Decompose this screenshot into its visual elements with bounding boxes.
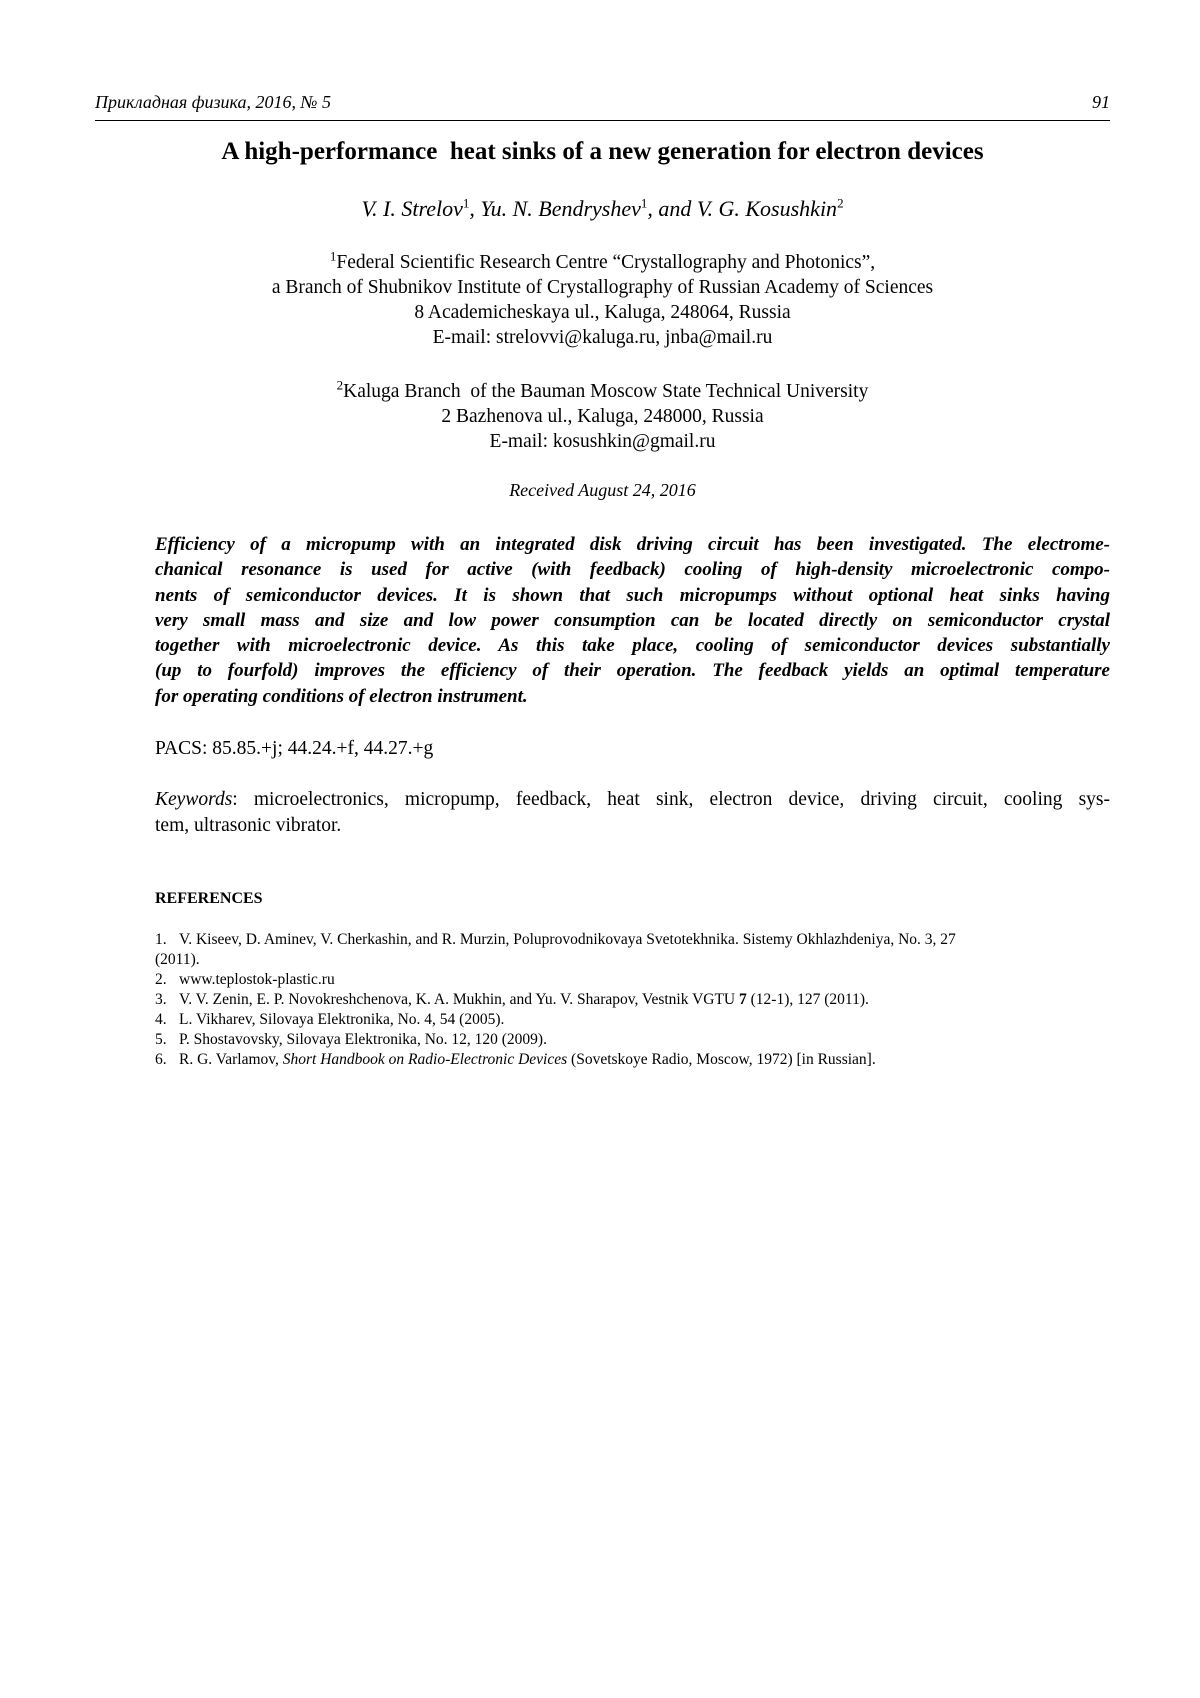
reference-number: 6. xyxy=(155,1051,167,1068)
affiliation-address: 8 Academicheskaya ul., Kaluga, 248064, Russia xyxy=(414,302,791,323)
reference-number: 1. xyxy=(155,931,167,948)
reference-text: (Sovetskoye Radio, Moscow, 1972) [in Russian]. xyxy=(567,1051,876,1068)
pacs-codes: PACS: 85.85.+j; 44.24.+f, 44.27.+g xyxy=(155,738,434,759)
abstract-line: nents of semiconductor devices. It is shown that such micropumps without optional heat sinks having xyxy=(155,584,1110,606)
reference-text: www.teplostok-plastic.ru xyxy=(179,971,335,988)
journal-citation: Прикладная физика, 2016, № 5 xyxy=(95,92,331,112)
author-name: Yu. N. Bendryshev xyxy=(480,196,641,221)
author-list xyxy=(95,196,1110,222)
reference-text: V. Kiseev, D. Aminev, V. Cherkashin, and R. Murzin, Poluprovodnikovaya Svetotekhnika. Sistemy Okhlazhdeniya, No. 3, 27 xyxy=(179,931,956,948)
keywords-label: Keywords xyxy=(155,789,233,810)
reference-text: R. G. Varlamov, xyxy=(179,1051,283,1068)
running-header xyxy=(95,92,1110,121)
abstract-line: Efficiency of a micropump with an integrated disk driving circuit has been investigated. The electrome- xyxy=(155,534,1110,555)
affiliation-line: a Branch of Shubnikov Institute of Crystallography of Russian Academy of Sciences xyxy=(271,277,934,298)
affiliation-mark: 1 xyxy=(329,248,337,264)
reference-continuation: (2011). xyxy=(155,951,200,968)
received-date: Received August 24, 2016 xyxy=(509,480,696,500)
abstract-line: together with microelectronic device. As this take place, cooling of semiconductor devices substantially xyxy=(155,635,1110,657)
page-number: 91 xyxy=(1092,92,1110,112)
reference-number: 3. xyxy=(155,991,167,1008)
reference-item xyxy=(155,990,1110,1010)
affiliation-text: Kaluga Branch of the Bauman Moscow State Technical University xyxy=(343,381,869,402)
abstract-line: very small mass and size and low power consumption can be located directly on semiconductor crystal xyxy=(155,609,1110,631)
affiliation-1 xyxy=(95,250,1110,350)
affiliation-2 xyxy=(95,379,1110,454)
keywords-line xyxy=(155,787,1110,813)
abstract xyxy=(155,532,1110,709)
reference-item xyxy=(155,930,1110,950)
affiliation-email: E-mail: kosushkin@gmail.ru xyxy=(489,431,716,452)
article-title: A high-performance heat sinks of a new generation for electron devices xyxy=(221,138,984,165)
reference-list xyxy=(155,930,1110,1070)
abstract-line: for operating conditions of electron instrument. xyxy=(155,685,528,707)
affiliation-mark: 1 xyxy=(462,195,470,211)
author-name: V. G. Kosushkin xyxy=(696,196,838,221)
reference-volume: 7 xyxy=(739,991,747,1008)
reference-number: 5. xyxy=(155,1031,167,1048)
affiliation-text: Federal Scientific Research Centre “Crystallography and Photonics”, xyxy=(336,252,876,273)
affiliation-mark: 1 xyxy=(640,195,648,211)
reference-number: 4. xyxy=(155,1011,167,1028)
keywords xyxy=(155,787,1110,838)
reference-text: (12-1), 127 (2011). xyxy=(746,991,869,1008)
reference-number: 2. xyxy=(155,971,167,988)
reference-text: P. Shostavovsky, Silovaya Elektronika, No. 12, 120 (2009). xyxy=(179,1031,547,1048)
reference-text: L. Vikharev, Silovaya Elektronika, No. 4, 54 (2005). xyxy=(179,1011,505,1028)
reference-item xyxy=(155,1010,1110,1030)
affiliation-email: E-mail: strelovvi@kaluga.ru, jnba@mail.ru xyxy=(432,327,773,348)
affiliation-address: 2 Bazhenova ul., Kaluga, 248000, Russia xyxy=(441,406,764,427)
reference-item xyxy=(155,970,1110,990)
reference-text: V. V. Zenin, E. P. Novokreshchenova, K. A. Mukhin, and Yu. V. Sharapov, Vestnik VGTU xyxy=(179,991,740,1008)
author-separator: , and xyxy=(647,196,697,221)
abstract-line: (up to fourfold) improves the efficiency of their operation. The feedback yields an optimal temperature xyxy=(155,660,1110,682)
abstract-line: chanical resonance is used for active (with feedback) cooling of high-density microelectronic compo- xyxy=(155,559,1110,581)
affiliation-mark: 2 xyxy=(336,377,344,393)
keywords-line: tem, ultrasonic vibrator. xyxy=(155,814,342,836)
reference-item xyxy=(155,1050,1110,1070)
affiliation-line xyxy=(95,250,1110,275)
reference-book-title: Short Handbook on Radio-Electronic Devices xyxy=(282,1051,568,1068)
keywords-text: : microelectronics, micropump, feedback, heat sink, electron device, driving circuit, cooling sys- xyxy=(232,789,1110,810)
affiliation-mark: 2 xyxy=(837,195,844,211)
references-heading: REFERENCES xyxy=(155,890,263,907)
author-name: V. I. Strelov xyxy=(361,196,463,221)
affiliation-line xyxy=(95,379,1110,404)
reference-item xyxy=(155,1030,1110,1050)
author-separator: , xyxy=(469,196,481,221)
